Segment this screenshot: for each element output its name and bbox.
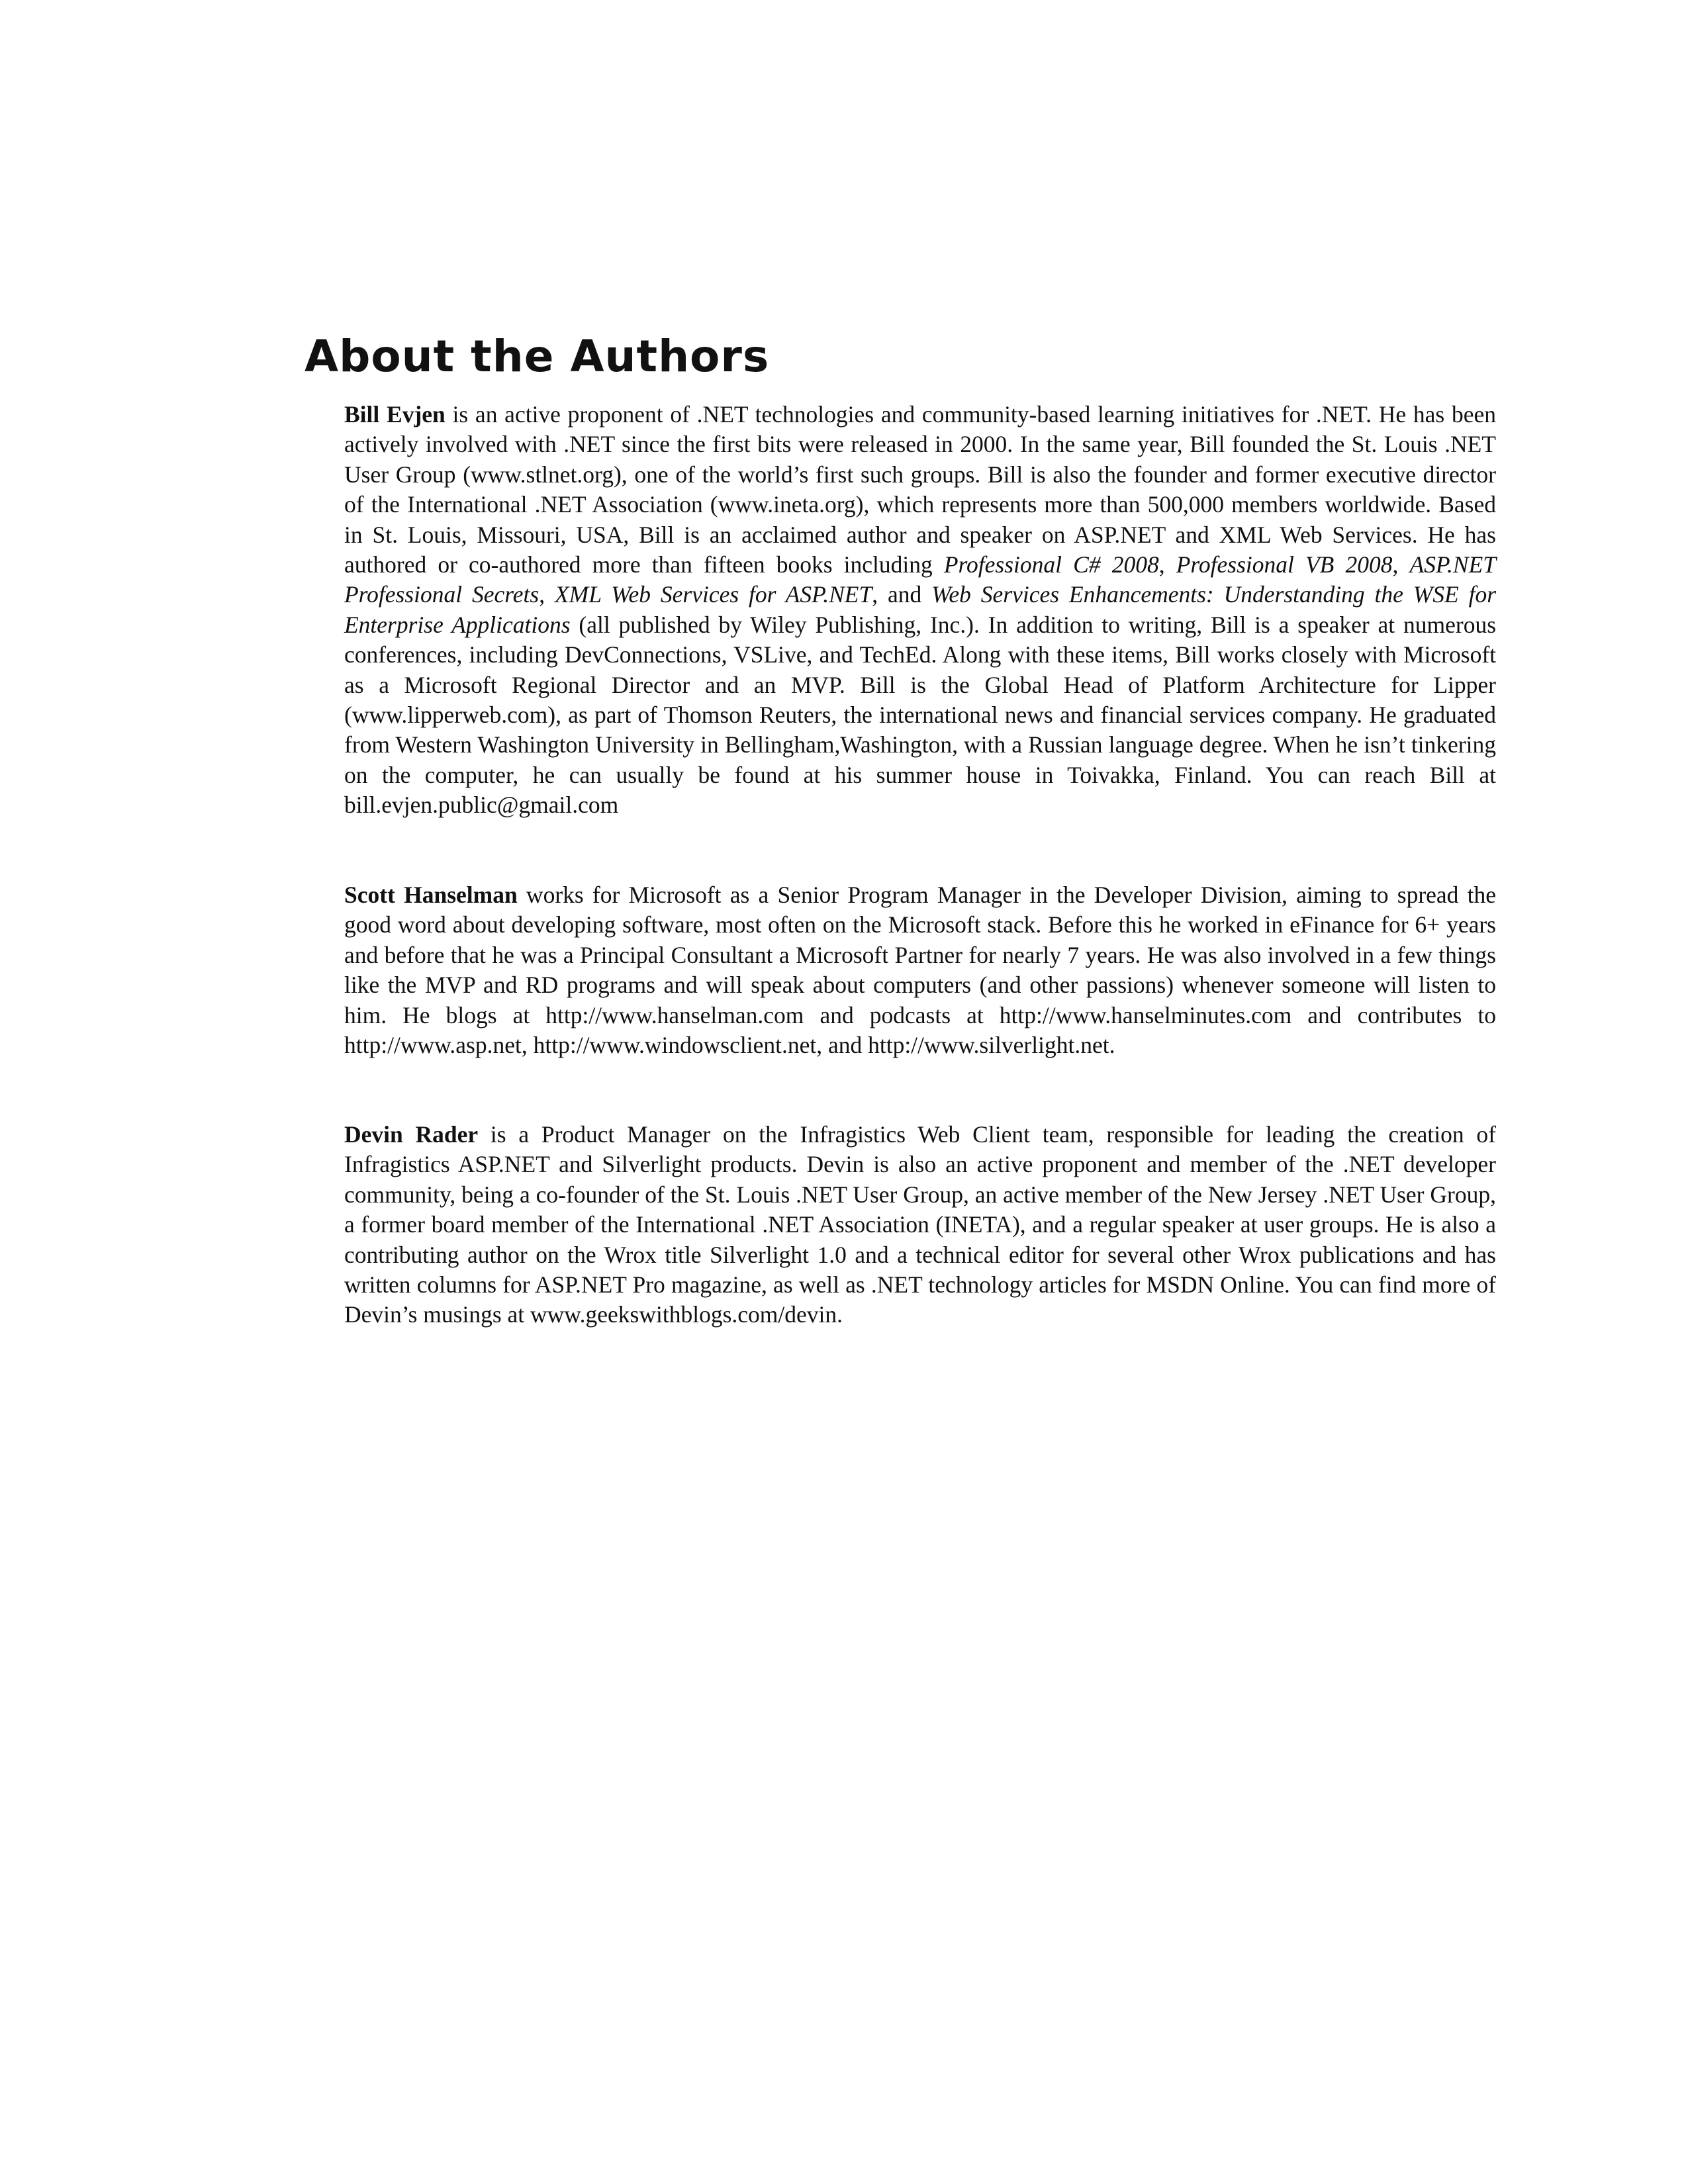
page-title: About the Authors (305, 331, 770, 382)
author-bio-rader (344, 1120, 1496, 1330)
author-name: Devin Rader (344, 1121, 479, 1148)
book-title: Professional VB 2008 (1176, 551, 1393, 578)
book-title: ASP.NET Professional Secrets (344, 551, 1497, 608)
bio-text: , and (872, 581, 932, 608)
bio-text: is an active proponent of .NET technologies and community-based learning initiatives for .NET. He has been actively involved with .NET since the first bits were released in 2000. In the same year, Bill founded the St. Louis .NET User Group (www.stlnet.org), one of the world’s first such groups. Bill is also the founder and former executive director of the International .NET Association (www.ineta.org), which represents more than 500,000 members worldwide. Based in St. Louis, Missouri, USA, Bill is an acclaimed author and speaker on ASP.NET and XML Web Services. He has authored or co-authored more than fifteen books including (344, 401, 1496, 578)
author-name: Scott Hanselman (344, 882, 518, 908)
book-title: Web Services Enhancements: Understanding the WSE for Enterprise Applications (344, 581, 1497, 638)
author-bio-evjen (344, 400, 1496, 821)
bio-text: , (1158, 551, 1176, 578)
bio-text: , (1392, 551, 1410, 578)
book-title: Professional C# 2008 (943, 551, 1159, 578)
author-bio-hanselman (344, 880, 1496, 1060)
author-name: Bill Evjen (344, 401, 445, 428)
bio-text: is a Product Manager on the Infragistics Web Client team, responsible for leading the creation of Infragistics ASP.NET and Silverlight products. Devin is also an active proponent and member of the .NET developer community, being a co-founder of the St. Louis .NET User Group, an active member of the New Jersey .NET User Group, a former board member of the International .NET Association (INETA), and a regular speaker at user groups. He is also a contributing author on the Wrox title Silverlight 1.0 and a technical editor for several other Wrox publications and has written columns for ASP.NET Pro magazine, as well as .NET technology articles for MSDN Online. You can find more of Devin’s musings at www.geekswithblogs.com/devin. (344, 1121, 1496, 1328)
bio-text: works for Microsoft as a Senior Program Manager in the Developer Division, aiming to spread the good word about developing software, most often on the Microsoft stack. Before this he worked in eFinance for 6+ years and before that he was a Principal Consultant a Microsoft Partner for nearly 7 years. He was also involved in a few things like the MVP and RD programs and will speak about computers (and other passions) whenever someone will listen to him. He blogs at http://www.hanselman.com and podcasts at http://www.hanselminutes.com and contributes to http://www.asp.net, http://www.windowsclient.net, and http://www.silverlight.net. (344, 882, 1496, 1059)
book-title: XML Web Services for ASP.NET (554, 581, 872, 608)
bio-text: (all published by Wiley Publishing, Inc.). In addition to writing, Bill is a speaker at numerous conferences, including DevConnections, VSLive, and TechEd. Along with these items, Bill works closely with Microsoft as a Microsoft Regional Director and an MVP. Bill is the Global Head of Platform Architecture for Lipper (www.lipperweb.com), as part of Thomson Reuters, the international news and financial services company. He graduated from Western Washington University in Bellingham,Washington, with a Russian language degree. When he isn’t tinkering on the computer, he can usually be found at his summer house in Toivakka, Finland. You can reach Bill at bill.evjen.public@gmail.com (344, 611, 1497, 819)
bio-text: , (539, 581, 555, 608)
